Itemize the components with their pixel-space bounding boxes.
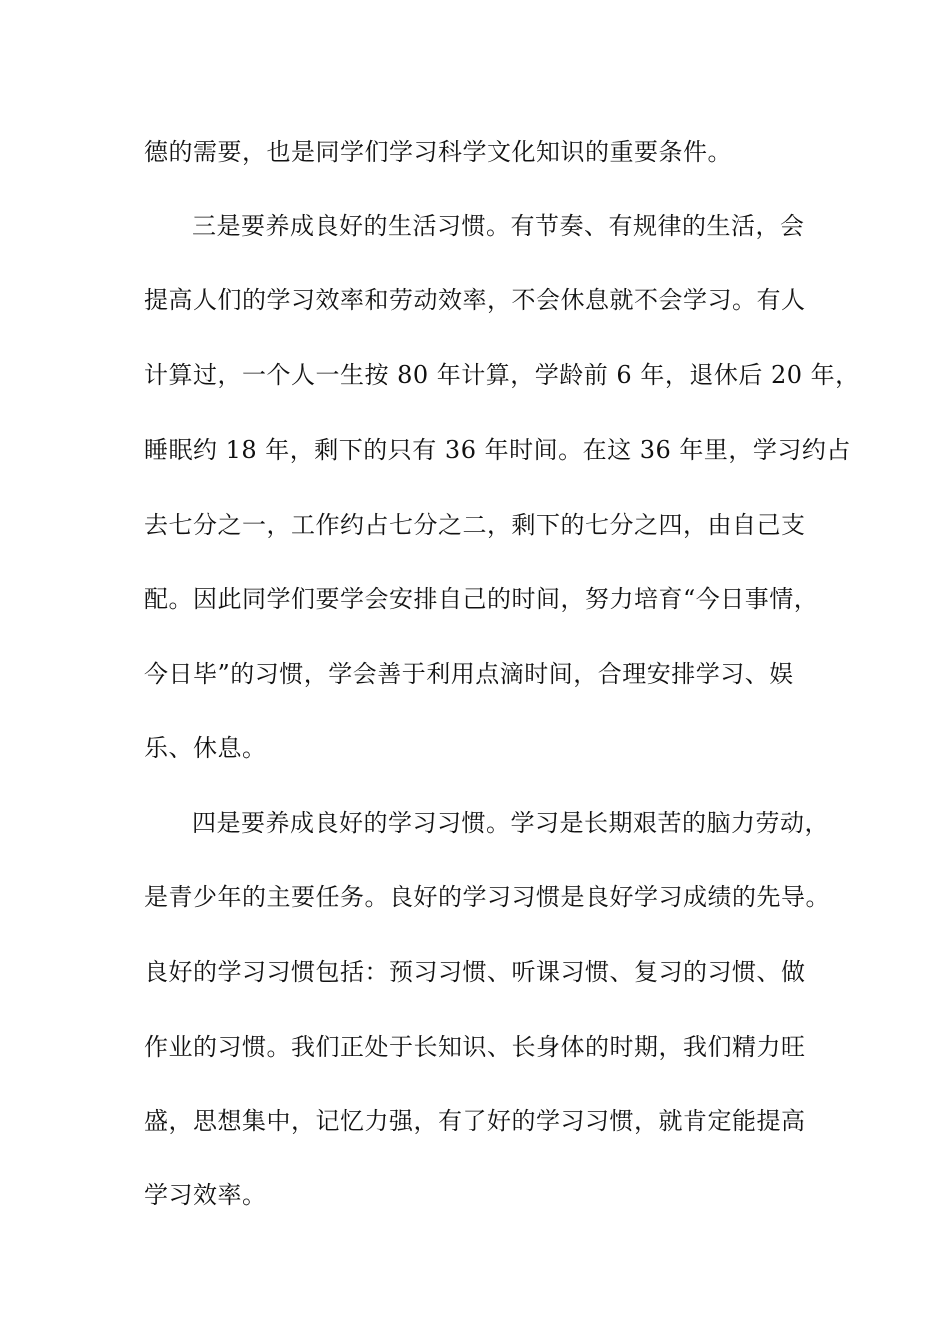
text-line: 配。因此同学们要学会安排自己的时间，努力培育“今日事情， (144, 585, 819, 613)
text-line: 计算过，一个人一生按 80 年计算，学龄前 6 年，退休后 20 年， (144, 361, 860, 389)
text-line: 良好的学习习惯包括：预习习惯、听课习惯、复习的习惯、做 (144, 958, 806, 986)
text-line: 今日毕”的习惯，学会善于利用点滴时间，合理安排学习、娱 (144, 660, 794, 688)
text-line: 学习效率。 (144, 1181, 267, 1209)
text-line: 去七分之一，工作约占七分之二，剩下的七分之四，由自己支 (144, 511, 806, 539)
text-line: 乐、休息。 (144, 734, 267, 762)
paragraph-start-line: 四是要养成良好的学习习惯。学习是长期艰苦的脑力劳动， (192, 809, 829, 837)
paragraph-start-line: 三是要养成良好的生活习惯。有节奏、有规律的生活，会 (192, 212, 805, 240)
text-line: 睡眠约 18 年，剩下的只有 36 年时间。在这 36 年里，学习约占 (144, 436, 851, 464)
text-line: 提高人们的学习效率和劳动效率，不会休息就不会学习。有人 (144, 286, 806, 314)
text-line: 盛，思想集中，记忆力强，有了好的学习习惯，就肯定能提高 (144, 1107, 806, 1135)
text-line: 作业的习惯。我们正处于长知识、长身体的时期，我们精力旺 (144, 1033, 806, 1061)
text-line: 是青少年的主要任务。良好的学习习惯是良好学习成绩的先导。 (144, 883, 830, 911)
text-line: 德的需要，也是同学们学习科学文化知识的重要条件。 (144, 138, 732, 166)
